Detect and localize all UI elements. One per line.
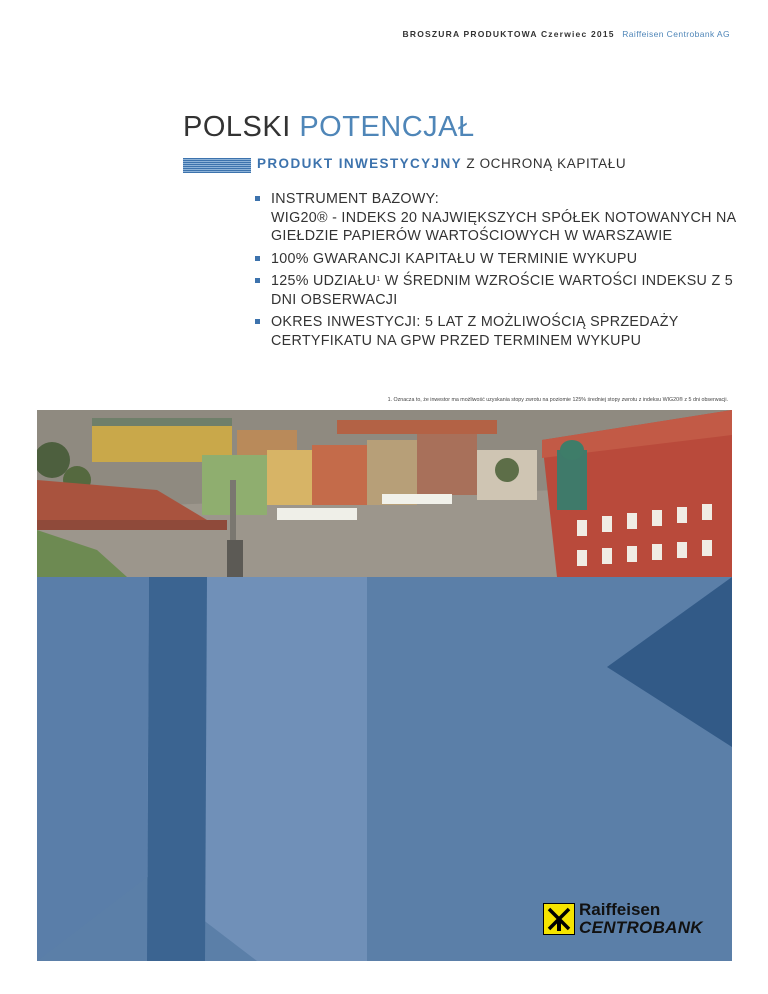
title-part1: POLSKI: [183, 111, 300, 143]
raiffeisen-gable-icon: [543, 903, 575, 935]
subtitle-part2: Z OCHRONĄ KAPITAŁU: [462, 156, 627, 171]
bullet-text: 100% GWARANCJI KAPITAŁU W TERMINIE WYKUPU: [271, 250, 638, 267]
page-title: [183, 111, 475, 144]
bullet-square-icon: [255, 319, 260, 324]
footnote: 1. Oznacza to, że inwestor ma możliwość uzyskania stopy zwrotu na poziomie 125% średniej stopy zwrotu z indeksu WIG20® z 5 dni obserwacji.: [387, 397, 728, 403]
list-item: [255, 250, 745, 269]
bullet-text: 125% UDZIAŁU: [271, 273, 377, 289]
bullet-text: W ŚREDNIM WZROŚCIE WARTOŚCI INDEKSU Z 5 DNI OBSERWACJI: [271, 273, 734, 308]
logo-text-line2: CENTROBANK: [579, 918, 703, 937]
raiffeisen-logo: [543, 900, 719, 940]
header: [403, 29, 730, 39]
title-part2: POTENCJAŁ: [299, 111, 475, 143]
list-item: [255, 190, 745, 246]
footnote-marker: 1: [376, 276, 381, 283]
bullet-text: WIG20® - INDEKS 20 NAJWIĘKSZYCH SPÓŁEK NOTOWANYCH NA GIEŁDZIE PAPIERÓW WARTOŚCIOWYCH W WARSZAWIE: [271, 209, 736, 244]
bullet-text: OKRES INWESTYCJI: 5 LAT Z MOŻLIWOŚCIĄ SPRZEDAŻY CERTYFIKATU NA GPW PRZED TERMINEM WYKUPU: [271, 314, 679, 349]
logo-text-line1: Raiffeisen: [579, 900, 661, 919]
bullet-text: INSTRUMENT BAZOWY:: [271, 191, 439, 207]
list-item: [255, 272, 745, 309]
list-item: [255, 313, 745, 350]
old-town-photo: [37, 410, 732, 577]
feature-list: [255, 190, 745, 354]
document-label: BROSZURA PRODUKTOWA Czerwiec 2015: [402, 29, 615, 39]
bullet-square-icon: [255, 278, 260, 283]
subtitle-part1: PRODUKT INWESTYCYJNY: [257, 156, 463, 171]
subtitle: [257, 156, 626, 171]
bullet-square-icon: [255, 196, 260, 201]
bank-name: Raiffeisen Centrobank AG: [622, 29, 730, 39]
decorative-stripe: [183, 158, 251, 173]
bullet-square-icon: [255, 256, 260, 261]
